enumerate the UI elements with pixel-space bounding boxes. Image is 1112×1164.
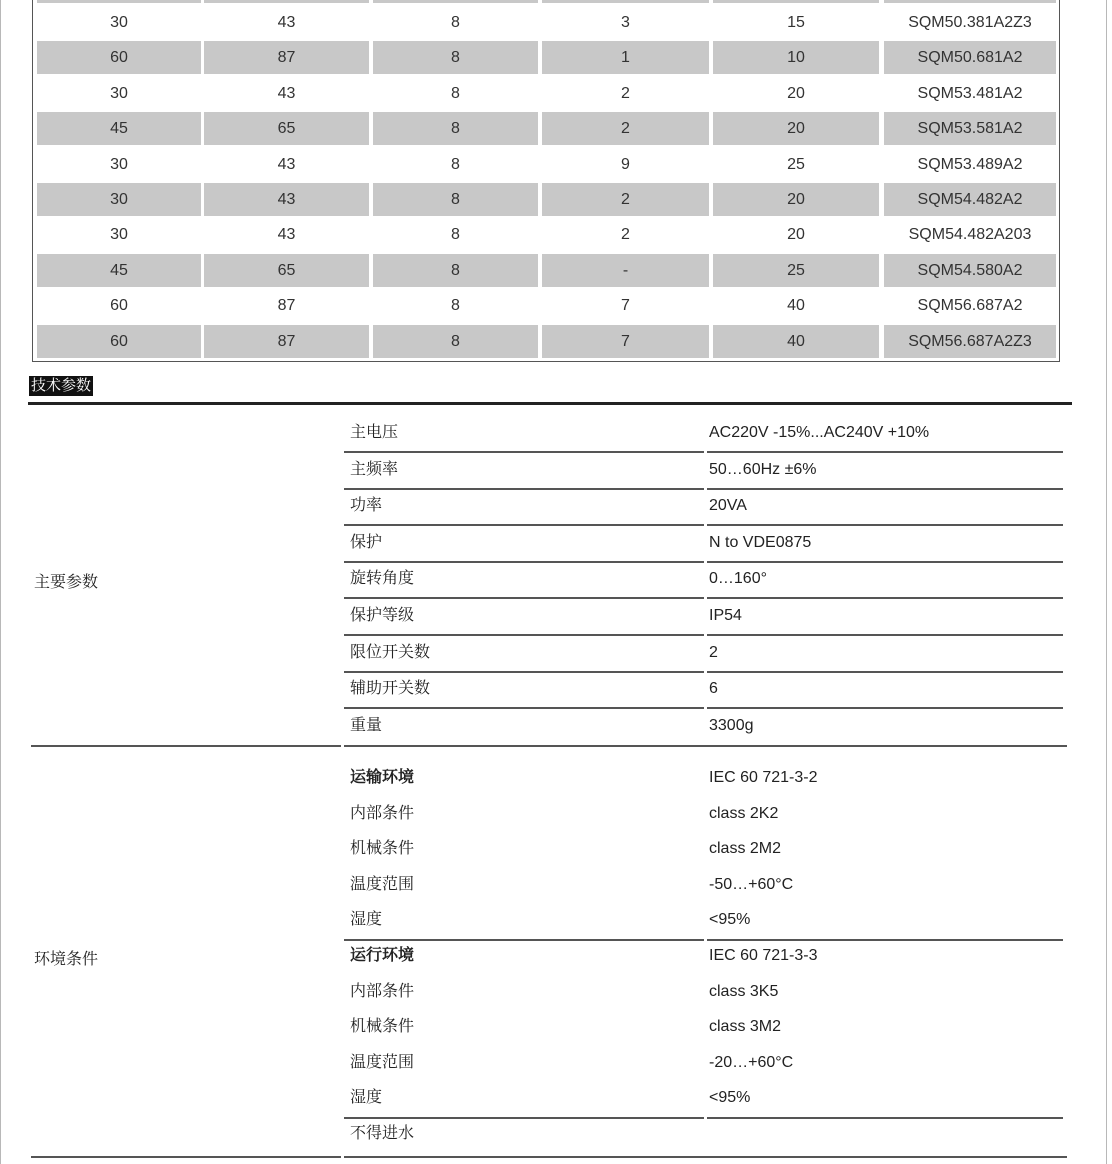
param-name: 机械条件	[350, 1018, 415, 1036]
model-table	[32, 0, 1060, 362]
model-cell: 65	[204, 254, 369, 287]
model-cell: 20	[713, 112, 879, 145]
model-cell: SQM54.482A2	[884, 183, 1056, 216]
row-divider-value	[707, 707, 1063, 709]
model-cell: 7	[621, 297, 630, 315]
param-name: 不得进水	[350, 1125, 415, 1142]
subgroup-divider-name	[344, 1117, 704, 1119]
model-cell: 8	[373, 254, 538, 287]
model-cell: 43	[277, 226, 296, 244]
model-cell: 65	[204, 112, 369, 145]
param-value: class 2K2	[709, 804, 779, 822]
param-value: IEC 60 721-3-2	[709, 769, 818, 786]
model-cut-cell	[884, 0, 1056, 3]
param-value: class 2M2	[709, 840, 782, 858]
model-cell: SQM54.482A203	[908, 226, 1032, 244]
model-cut-cell	[373, 0, 538, 3]
model-cut-cell	[713, 0, 879, 3]
model-cell: 3	[621, 14, 630, 31]
section-title: 技术参数	[31, 377, 92, 394]
param-name: 机械条件	[350, 840, 415, 858]
model-cut-cell	[204, 0, 369, 3]
model-cell: 60	[37, 325, 201, 358]
row-divider-name	[344, 634, 704, 636]
model-cell: -	[542, 254, 709, 287]
model-table-cut-row	[33, 0, 1059, 5]
model-cell: 20	[713, 183, 879, 216]
model-row	[33, 218, 1059, 253]
model-cell: 8	[373, 41, 538, 74]
param-value: 0…160°	[709, 570, 767, 588]
model-cell: 8	[373, 183, 538, 216]
model-cell: 60	[110, 297, 128, 315]
param-value: <95%	[709, 1089, 751, 1107]
model-cell: SQM50.381A2Z3	[908, 14, 1032, 31]
param-name: 重量	[350, 716, 383, 734]
model-cell: SQM53.581A2	[884, 112, 1056, 145]
model-cell: 43	[277, 14, 296, 31]
model-row	[33, 6, 1059, 41]
param-name: 湿度	[350, 911, 383, 929]
model-cell: 8	[451, 155, 460, 173]
model-cell: 8	[373, 112, 538, 145]
model-cell: 30	[110, 84, 128, 102]
param-value: IEC 60 721-3-3	[709, 947, 818, 964]
param-name: 功率	[350, 497, 383, 515]
param-name: 运行环境	[350, 947, 415, 964]
model-cell: SQM56.687A2	[917, 297, 1023, 315]
model-cell: 8	[373, 325, 538, 358]
model-cell: 60	[37, 41, 201, 74]
param-name: 主电压	[350, 424, 399, 441]
model-row	[33, 183, 1059, 218]
model-cell: 40	[713, 325, 879, 358]
row-divider-value	[707, 634, 1063, 636]
model-cell: 20	[787, 226, 805, 244]
param-value: 20VA	[709, 497, 747, 515]
row-divider-name	[344, 707, 704, 709]
model-cell: SQM56.687A2Z3	[884, 325, 1056, 358]
param-value: IP54	[709, 607, 742, 624]
row-divider-name	[344, 488, 704, 490]
model-cell: 43	[204, 183, 369, 216]
model-cell: 40	[787, 297, 805, 315]
model-cell: 8	[451, 14, 460, 31]
model-row	[33, 325, 1059, 360]
model-cell: 2	[542, 183, 709, 216]
group-divider-row	[344, 1156, 1067, 1158]
model-cell: 30	[37, 183, 201, 216]
row-divider-value	[707, 671, 1063, 673]
model-cell: 9	[621, 155, 630, 173]
section-rule	[28, 402, 1072, 405]
model-cell: SQM54.580A2	[884, 254, 1056, 287]
model-cut-cell	[37, 0, 201, 3]
model-cell: SQM50.681A2	[884, 41, 1056, 74]
row-divider-value	[707, 451, 1063, 453]
model-row	[33, 254, 1059, 289]
param-name: 保护等级	[350, 607, 415, 624]
row-divider-name	[344, 451, 704, 453]
group-divider-row	[344, 745, 1067, 747]
param-name: 主频率	[350, 460, 399, 478]
param-value: class 3M2	[709, 1018, 782, 1036]
param-value: 2	[709, 643, 718, 661]
model-cell: 10	[713, 41, 879, 74]
param-name: 温度范围	[350, 1053, 415, 1071]
model-cell: 20	[787, 84, 805, 102]
model-row	[33, 112, 1059, 147]
model-cell: 30	[110, 226, 128, 244]
model-row	[33, 289, 1059, 324]
group-label-main: 主要参数	[34, 574, 99, 591]
model-cell: 87	[204, 41, 369, 74]
param-name: 内部条件	[350, 804, 415, 822]
param-value: -50…+60°C	[709, 875, 794, 893]
subgroup-divider-value	[707, 939, 1063, 941]
row-divider-name	[344, 671, 704, 673]
model-cell: 2	[621, 84, 630, 102]
model-cell: 25	[787, 155, 805, 173]
model-cell: 2	[542, 112, 709, 145]
model-cell: 7	[542, 325, 709, 358]
model-cell: 87	[277, 297, 296, 315]
param-value: 50…60Hz ±6%	[709, 460, 817, 478]
model-cell: 25	[713, 254, 879, 287]
row-divider-value	[707, 597, 1063, 599]
model-cell: 1	[542, 41, 709, 74]
model-cell: 43	[277, 84, 296, 102]
param-name: 保护	[350, 533, 383, 551]
model-row	[33, 77, 1059, 112]
row-divider-name	[344, 597, 704, 599]
param-name: 温度范围	[350, 875, 415, 893]
row-divider-value	[707, 524, 1063, 526]
model-cell: 45	[37, 254, 201, 287]
model-cell: 43	[277, 155, 296, 173]
param-value: AC220V -15%...AC240V +10%	[709, 424, 930, 441]
row-divider-name	[344, 561, 704, 563]
param-name: 内部条件	[350, 982, 415, 1000]
param-name: 辅助开关数	[350, 680, 431, 698]
param-value: N to VDE0875	[709, 533, 812, 551]
param-name: 限位开关数	[350, 643, 431, 661]
row-divider-name	[344, 524, 704, 526]
group-label-env: 环境条件	[34, 951, 99, 968]
model-cell: 30	[110, 14, 128, 31]
model-cut-cell	[542, 0, 709, 3]
model-row	[33, 148, 1059, 183]
row-divider-value	[707, 561, 1063, 563]
model-cell: 8	[451, 297, 460, 315]
param-value: class 3K5	[709, 982, 779, 1000]
subgroup-divider-name	[344, 939, 704, 941]
model-cell: 45	[37, 112, 201, 145]
param-value: 6	[709, 680, 718, 698]
model-cell: 15	[787, 14, 805, 31]
subgroup-divider-value	[707, 1117, 1063, 1119]
model-cell: SQM53.481A2	[917, 84, 1023, 102]
model-cell: 8	[451, 84, 460, 102]
param-value: <95%	[709, 911, 751, 929]
group-divider-label	[31, 1156, 341, 1158]
param-value: 3300g	[709, 716, 754, 734]
model-cell: 2	[621, 226, 630, 244]
frame-right-border	[1106, 0, 1107, 1164]
param-value: -20…+60°C	[709, 1053, 794, 1071]
model-row	[33, 41, 1059, 76]
model-cell: 8	[451, 226, 460, 244]
param-name: 湿度	[350, 1089, 383, 1107]
model-cell: 30	[110, 155, 128, 173]
group-divider-label	[31, 745, 341, 747]
param-name: 运输环境	[350, 769, 415, 786]
row-divider-value	[707, 488, 1063, 490]
frame-left-border	[0, 0, 1, 1164]
param-name: 旋转角度	[350, 570, 415, 588]
model-cell: SQM53.489A2	[917, 155, 1023, 173]
model-cell: 87	[204, 325, 369, 358]
